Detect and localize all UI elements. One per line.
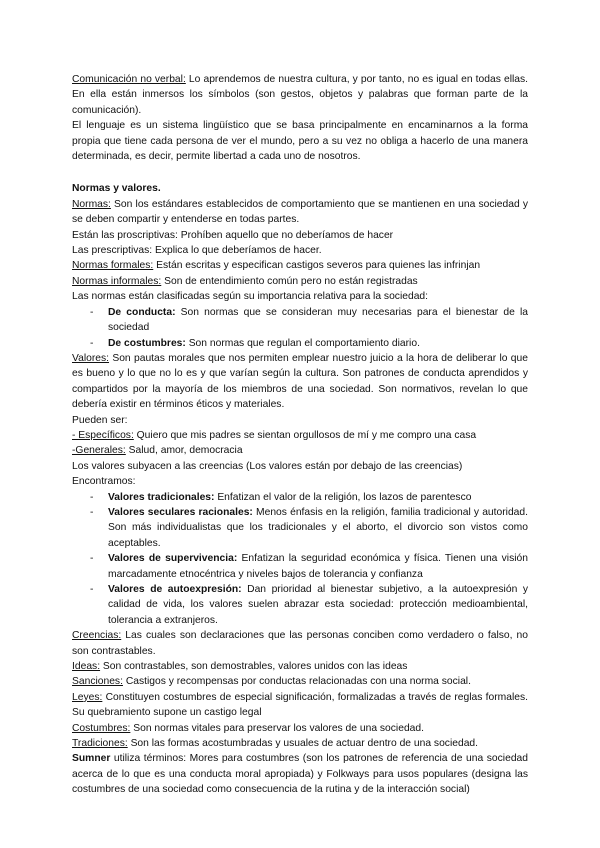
term-valores-seculares: Valores seculares racionales: xyxy=(108,506,253,518)
term-ideas: Ideas: xyxy=(72,661,101,673)
definition-normas: Son los estándares establecidos de comportamiento que se mantienen en una sociedad y se deben compartir y entenderse en todas partes. xyxy=(72,198,528,226)
term-de-costumbres: De costumbres: xyxy=(108,337,186,349)
list-item-valores-supervivencia xyxy=(72,551,528,582)
term-especificos: - Específicos: xyxy=(72,429,134,441)
paragraph-lenguaje: El lenguaje es un sistema lingüístico que se basa principalmente en encaminarnos a la forma propia que tiene cada persona de ver el mundo, pero a su vez no obliga a hacerlo de una manera determinada, es decir, permite libertad a cada uno de nosotros. xyxy=(72,120,528,163)
definition-de-conducta: Son normas que se consideran muy necesarias para el bienestar de la sociedad xyxy=(108,306,528,334)
term-tradiciones: Tradiciones: xyxy=(72,738,128,750)
term-generales: -Generales: xyxy=(72,445,126,457)
paragraph-sumner xyxy=(72,751,528,797)
line-creencias-intro: Los valores subyacen a las creencias (Los valores están por debajo de las creencias) xyxy=(72,460,463,472)
paragraph-leyes xyxy=(72,690,528,721)
definition-sumner: utiliza términos: Mores para costumbres (son los patrones de referencia de una sociedad acerca de lo que es una conducta moral apropiada) y Folkways para usos populares (designa las costumbres de una sociedad como consecuencia de la rutina y de la interacción social) xyxy=(72,753,528,796)
term-de-conducta: De conducta: xyxy=(108,306,176,318)
definition-tradiciones: Son las formas acostumbradas y usuales de actuar dentro de una sociedad. xyxy=(127,738,479,750)
term-sumner: Sumner xyxy=(72,753,111,765)
line-encontramos: Encontramos: xyxy=(72,476,136,488)
value-types-list xyxy=(72,490,528,629)
list-item-valores-autoexpresion xyxy=(72,582,528,628)
paragraph-normas-informales xyxy=(72,274,528,289)
definition-normas-formales: Están escritas y especifican castigos severos para quienes las infrinjan xyxy=(153,260,481,272)
term-normas: Normas: xyxy=(72,198,111,210)
line-pueden-ser: Pueden ser: xyxy=(72,414,128,426)
term-comunicacion-no-verbal: Comunicación no verbal: xyxy=(72,74,186,85)
definition-de-costumbres: Son normas que regulan el comportamiento diario. xyxy=(185,337,420,349)
line-prescriptivas: Las prescriptivas: Explica lo que deberíamos de hacer. xyxy=(72,245,322,257)
definition-costumbres: Son normas vitales para preservar los valores de una sociedad. xyxy=(130,722,424,734)
definition-valores-autoexpresion: Dan prioridad al bienestar subjetivo, a la autoexpresión y calidad de vida, los valores suelen abrazar esta sociedad: protección medioambiental, tolerancia a extranjeros. xyxy=(108,584,528,626)
term-valores-autoexpresion: Valores de autoexpresión: xyxy=(108,584,242,595)
paragraph-normas-formales xyxy=(72,258,528,273)
section-title-normas-valores: Normas y valores. xyxy=(72,183,161,195)
paragraph-sanciones xyxy=(72,674,528,689)
term-valores: Valores: xyxy=(72,352,110,364)
term-leyes: Leyes: xyxy=(72,691,103,703)
definition-ideas: Son contrastables, son demostrables, valores unidos con las ideas xyxy=(100,661,408,673)
term-sanciones: Sanciones: xyxy=(72,676,123,688)
paragraph-creencias xyxy=(72,628,528,659)
term-costumbres: Costumbres: xyxy=(72,722,131,734)
paragraph-generales xyxy=(72,443,528,458)
definition-valores-tradicionales: Enfatizan el valor de la religión, los lazos de parentesco xyxy=(214,491,472,503)
definition-creencias: Las cuales son declaraciones que las personas conciben como verdadero o falso, no son contrastables. xyxy=(72,630,528,657)
paragraph-valores xyxy=(72,351,528,413)
term-normas-informales: Normas informales: xyxy=(72,275,162,287)
term-normas-formales: Normas formales: xyxy=(72,260,154,272)
definition-especificos: Quiero que mis padres se sientan orgullosos de mí y me compro una casa xyxy=(133,429,477,441)
list-item-valores-tradicionales xyxy=(72,490,528,505)
line-clasificacion: Las normas están clasificadas según su importancia relativa para la sociedad: xyxy=(72,291,429,303)
paragraph-ideas xyxy=(72,659,528,674)
list-item-valores-seculares xyxy=(72,505,528,551)
norm-types-list xyxy=(72,305,528,351)
document-body xyxy=(72,72,528,798)
blank-line xyxy=(72,164,528,179)
paragraph-comunicacion-no-verbal xyxy=(72,72,528,118)
paragraph-normas xyxy=(72,197,528,228)
term-creencias: Creencias: xyxy=(72,630,122,642)
definition-comunicacion-no-verbal: Lo aprendemos de nuestra cultura, y por tanto, no es igual en todas ellas. En ella están inmersos los símbolos (son gestos, objetos y palabras que forman parte de la comunicación). xyxy=(72,74,529,116)
term-valores-supervivencia: Valores de supervivencia: xyxy=(108,553,238,565)
definition-sanciones: Castigos y recompensas por conductas relacionadas con una norma social. xyxy=(122,676,471,688)
definition-valores: Son pautas morales que nos permiten emplear nuestro juicio a la hora de deliberar lo que es bueno y lo que no lo es y que varían según la cultura. Son patrones de conducta aprendidos y compartidos por la mayoría de los miembros de una sociedad. Son normativos, revelan lo que debería existir en términos éticos y materiales. xyxy=(72,352,528,411)
line-proscriptivas: Están las proscriptivas: Prohíben aquello que no deberíamos de hacer xyxy=(72,229,394,241)
list-item-de-costumbres xyxy=(72,336,528,351)
term-valores-tradicionales: Valores tradicionales: xyxy=(108,491,215,503)
definition-generales: Salud, amor, democracia xyxy=(125,445,243,457)
paragraph-costumbres xyxy=(72,721,528,736)
list-item-de-conducta xyxy=(72,305,528,336)
definition-valores-supervivencia: Enfatizan la seguridad económica y física. Tienen una visión marcadamente etnocéntrica y niveles bajos de tolerancia y confianza xyxy=(108,553,528,580)
paragraph-especificos xyxy=(72,428,528,443)
paragraph-tradiciones xyxy=(72,736,528,751)
definition-valores-seculares: Menos énfasis en la religión, familia tradicional y autoridad. Son más individualistas que los tradicionales y el aborto, el divorcio son vistos como aceptables. xyxy=(108,506,528,549)
definition-normas-informales: Son de entendimiento común pero no están registradas xyxy=(161,275,418,287)
definition-leyes: Constituyen costumbres de especial significación, formalizadas a través de reglas formales. Su quebramiento supone un castigo legal xyxy=(72,691,528,719)
